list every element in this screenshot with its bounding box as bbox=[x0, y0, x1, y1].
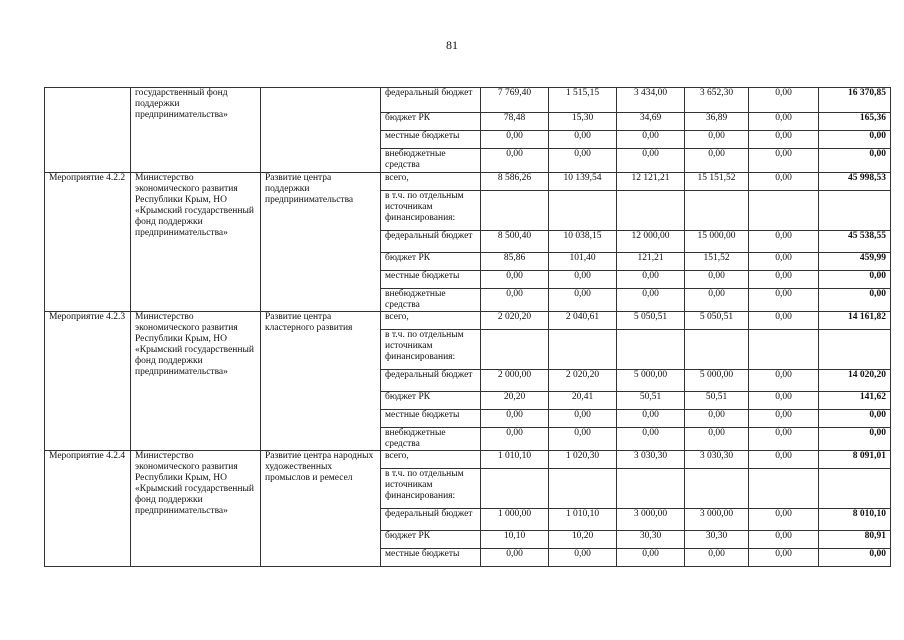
total-amount: 80,91 bbox=[819, 531, 891, 549]
funding-source: бюджет РК bbox=[381, 113, 481, 131]
year-amount: 121,21 bbox=[617, 253, 685, 271]
year-amount: 0,00 bbox=[549, 549, 617, 567]
year-amount: 0,00 bbox=[481, 289, 549, 312]
year-amount: 30,30 bbox=[617, 531, 685, 549]
funding-source: бюджет РК bbox=[381, 253, 481, 271]
executor: Министерство экономического развития Республики Крым, НО «Крымский государственный фонд поддержки предпринимательства» bbox=[131, 312, 261, 451]
year-amount: 2 020,20 bbox=[549, 370, 617, 392]
total-amount: 14 020,20 bbox=[819, 370, 891, 392]
year-amount bbox=[685, 469, 749, 509]
executor: государственный фонд поддержки предпринимательства» bbox=[131, 88, 261, 173]
year-amount: 0,00 bbox=[549, 149, 617, 173]
total-amount: 459,99 bbox=[819, 253, 891, 271]
year-amount bbox=[549, 191, 617, 231]
funding-source: всего, bbox=[381, 312, 481, 330]
year-amount: 0,00 bbox=[685, 549, 749, 567]
funding-source: внебюджетные средства bbox=[381, 289, 481, 312]
year-amount: 0,00 bbox=[549, 428, 617, 451]
year-amount: 0,00 bbox=[617, 149, 685, 173]
year-amount: 1 515,15 bbox=[549, 88, 617, 113]
year-amount: 0,00 bbox=[549, 289, 617, 312]
measure-name: Развитие центра народных художественных промыслов и ремесел bbox=[261, 451, 381, 567]
year-amount bbox=[617, 330, 685, 370]
funding-source: местные бюджеты bbox=[381, 271, 481, 289]
year-amount bbox=[549, 330, 617, 370]
funding-source: федеральный бюджет bbox=[381, 509, 481, 531]
funding-source: федеральный бюджет bbox=[381, 88, 481, 113]
year-amount: 0,00 bbox=[749, 289, 819, 312]
year-amount bbox=[749, 469, 819, 509]
year-amount: 0,00 bbox=[749, 428, 819, 451]
financing-table bbox=[44, 87, 891, 567]
year-amount: 0,00 bbox=[749, 392, 819, 410]
year-amount: 2 000,00 bbox=[481, 370, 549, 392]
year-amount: 10,10 bbox=[481, 531, 549, 549]
measure-id: Мероприятие 4.2.3 bbox=[45, 312, 131, 451]
measure-name: Развитие центра кластерного развития bbox=[261, 312, 381, 451]
year-amount: 151,52 bbox=[685, 253, 749, 271]
year-amount: 0,00 bbox=[685, 271, 749, 289]
year-amount: 0,00 bbox=[617, 428, 685, 451]
year-amount: 1 010,10 bbox=[481, 451, 549, 469]
year-amount: 10 038,15 bbox=[549, 231, 617, 253]
funding-source: внебюджетные средства bbox=[381, 149, 481, 173]
total-amount: 45 538,55 bbox=[819, 231, 891, 253]
funding-source: всего, bbox=[381, 173, 481, 191]
year-amount: 0,00 bbox=[749, 549, 819, 567]
total-amount: 8 010,10 bbox=[819, 509, 891, 531]
year-amount: 10 139,54 bbox=[549, 173, 617, 191]
year-amount: 50,51 bbox=[685, 392, 749, 410]
year-amount: 3 030,30 bbox=[685, 451, 749, 469]
year-amount: 7 769,40 bbox=[481, 88, 549, 113]
year-amount: 78,48 bbox=[481, 113, 549, 131]
year-amount: 0,00 bbox=[481, 149, 549, 173]
year-amount: 0,00 bbox=[685, 410, 749, 428]
year-amount: 0,00 bbox=[685, 428, 749, 451]
year-amount: 0,00 bbox=[749, 312, 819, 330]
year-amount bbox=[617, 191, 685, 231]
year-amount: 2 040,61 bbox=[549, 312, 617, 330]
year-amount: 0,00 bbox=[549, 271, 617, 289]
funding-source: местные бюджеты bbox=[381, 131, 481, 149]
table-row bbox=[45, 312, 891, 330]
year-amount: 0,00 bbox=[749, 509, 819, 531]
year-amount: 50,51 bbox=[617, 392, 685, 410]
year-amount: 1 000,00 bbox=[481, 509, 549, 531]
year-amount bbox=[481, 191, 549, 231]
total-amount: 16 370,85 bbox=[819, 88, 891, 113]
funding-source: в т.ч. по отдельным источникам финансирования: bbox=[381, 469, 481, 509]
year-amount: 5 050,51 bbox=[617, 312, 685, 330]
year-amount: 20,41 bbox=[549, 392, 617, 410]
year-amount: 0,00 bbox=[685, 289, 749, 312]
year-amount: 0,00 bbox=[481, 549, 549, 567]
year-amount: 8 586,26 bbox=[481, 173, 549, 191]
funding-source: федеральный бюджет bbox=[381, 370, 481, 392]
funding-source: всего, bbox=[381, 451, 481, 469]
table-body bbox=[45, 88, 891, 567]
total-amount: 165,36 bbox=[819, 113, 891, 131]
year-amount: 20,20 bbox=[481, 392, 549, 410]
year-amount: 3 000,00 bbox=[617, 509, 685, 531]
year-amount: 0,00 bbox=[749, 531, 819, 549]
year-amount bbox=[685, 330, 749, 370]
total-amount: 141,62 bbox=[819, 392, 891, 410]
year-amount: 0,00 bbox=[617, 410, 685, 428]
year-amount: 1 020,30 bbox=[549, 451, 617, 469]
total-amount bbox=[819, 191, 891, 231]
year-amount: 3 652,30 bbox=[685, 88, 749, 113]
measure-name bbox=[261, 88, 381, 173]
year-amount: 3 434,00 bbox=[617, 88, 685, 113]
table-row bbox=[45, 88, 891, 113]
year-amount bbox=[617, 469, 685, 509]
total-amount: 0,00 bbox=[819, 410, 891, 428]
year-amount: 0,00 bbox=[617, 131, 685, 149]
year-amount: 5 000,00 bbox=[685, 370, 749, 392]
total-amount: 0,00 bbox=[819, 131, 891, 149]
measure-id: Мероприятие 4.2.2 bbox=[45, 173, 131, 312]
year-amount: 0,00 bbox=[549, 410, 617, 428]
year-amount: 0,00 bbox=[749, 253, 819, 271]
funding-source: внебюджетные средства bbox=[381, 428, 481, 451]
year-amount: 0,00 bbox=[617, 271, 685, 289]
year-amount: 3 000,00 bbox=[685, 509, 749, 531]
executor: Министерство экономического развития Республики Крым, НО «Крымский государственный фонд поддержки предпринимательства» bbox=[131, 451, 261, 567]
funding-source: бюджет РК bbox=[381, 392, 481, 410]
year-amount: 0,00 bbox=[685, 131, 749, 149]
measure-name: Развитие центра поддержки предпринимательства bbox=[261, 173, 381, 312]
year-amount bbox=[749, 330, 819, 370]
year-amount bbox=[549, 469, 617, 509]
total-amount bbox=[819, 330, 891, 370]
year-amount: 0,00 bbox=[481, 410, 549, 428]
year-amount bbox=[685, 191, 749, 231]
total-amount: 0,00 bbox=[819, 549, 891, 567]
total-amount: 0,00 bbox=[819, 289, 891, 312]
year-amount: 12 121,21 bbox=[617, 173, 685, 191]
year-amount: 0,00 bbox=[749, 271, 819, 289]
year-amount bbox=[481, 330, 549, 370]
year-amount: 8 500,40 bbox=[481, 231, 549, 253]
year-amount: 0,00 bbox=[749, 231, 819, 253]
total-amount: 14 161,82 bbox=[819, 312, 891, 330]
year-amount: 0,00 bbox=[617, 289, 685, 312]
year-amount: 3 030,30 bbox=[617, 451, 685, 469]
total-amount: 0,00 bbox=[819, 149, 891, 173]
year-amount bbox=[749, 191, 819, 231]
year-amount: 0,00 bbox=[481, 131, 549, 149]
year-amount: 15 151,52 bbox=[685, 173, 749, 191]
year-amount: 0,00 bbox=[749, 370, 819, 392]
total-amount: 8 091,01 bbox=[819, 451, 891, 469]
measure-id: Мероприятие 4.2.4 bbox=[45, 451, 131, 567]
year-amount: 101,40 bbox=[549, 253, 617, 271]
measure-id bbox=[45, 88, 131, 173]
year-amount: 0,00 bbox=[749, 113, 819, 131]
year-amount: 0,00 bbox=[549, 131, 617, 149]
funding-source: местные бюджеты bbox=[381, 410, 481, 428]
year-amount: 12 000,00 bbox=[617, 231, 685, 253]
year-amount: 2 020,20 bbox=[481, 312, 549, 330]
year-amount: 5 000,00 bbox=[617, 370, 685, 392]
year-amount: 15 000,00 bbox=[685, 231, 749, 253]
funding-source: в т.ч. по отдельным источникам финансирования: bbox=[381, 191, 481, 231]
page-number: 81 bbox=[446, 38, 458, 52]
year-amount: 0,00 bbox=[749, 149, 819, 173]
year-amount: 15,30 bbox=[549, 113, 617, 131]
funding-source: в т.ч. по отдельным источникам финансирования: bbox=[381, 330, 481, 370]
year-amount: 0,00 bbox=[749, 173, 819, 191]
year-amount: 36,89 bbox=[685, 113, 749, 131]
year-amount: 0,00 bbox=[749, 451, 819, 469]
year-amount: 10,20 bbox=[549, 531, 617, 549]
table-row bbox=[45, 451, 891, 469]
total-amount: 45 998,53 bbox=[819, 173, 891, 191]
year-amount: 0,00 bbox=[749, 131, 819, 149]
table-row bbox=[45, 173, 891, 191]
funding-source: бюджет РК bbox=[381, 531, 481, 549]
year-amount: 0,00 bbox=[685, 149, 749, 173]
funding-source: местные бюджеты bbox=[381, 549, 481, 567]
year-amount: 5 050,51 bbox=[685, 312, 749, 330]
total-amount: 0,00 bbox=[819, 428, 891, 451]
year-amount: 34,69 bbox=[617, 113, 685, 131]
year-amount: 85,86 bbox=[481, 253, 549, 271]
executor: Министерство экономического развития Республики Крым, НО «Крымский государственный фонд поддержки предпринимательства» bbox=[131, 173, 261, 312]
total-amount bbox=[819, 469, 891, 509]
total-amount: 0,00 bbox=[819, 271, 891, 289]
year-amount: 0,00 bbox=[617, 549, 685, 567]
year-amount: 0,00 bbox=[749, 410, 819, 428]
year-amount: 1 010,10 bbox=[549, 509, 617, 531]
year-amount: 0,00 bbox=[481, 271, 549, 289]
year-amount: 0,00 bbox=[749, 88, 819, 113]
year-amount: 30,30 bbox=[685, 531, 749, 549]
year-amount: 0,00 bbox=[481, 428, 549, 451]
year-amount bbox=[481, 469, 549, 509]
funding-source: федеральный бюджет bbox=[381, 231, 481, 253]
